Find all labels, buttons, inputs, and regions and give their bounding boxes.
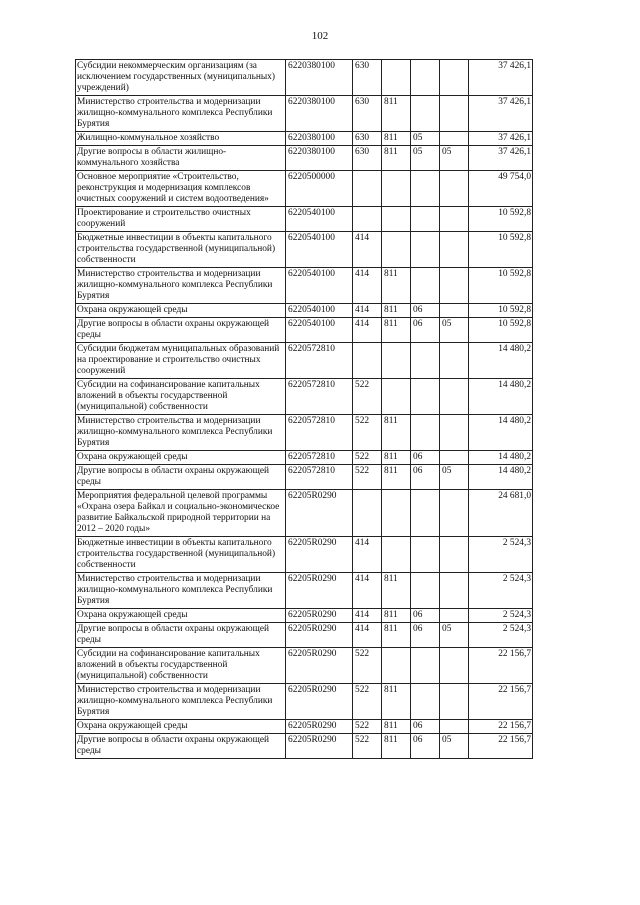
table-row: [76, 96, 533, 132]
section-cell: [411, 232, 440, 268]
target-article-cell: 62205R0290: [286, 720, 353, 734]
budget-manager-cell: [382, 537, 411, 573]
expense-type-cell: 414: [353, 268, 382, 304]
budget-manager-cell: 811: [382, 415, 411, 451]
budget-manager-cell: [382, 379, 411, 415]
budget-manager-cell: 811: [382, 465, 411, 490]
target-article-cell: 6220540100: [286, 268, 353, 304]
budget-manager-cell: 811: [382, 304, 411, 318]
subsection-cell: [440, 304, 469, 318]
target-article-cell: 6220540100: [286, 232, 353, 268]
table-row: [76, 232, 533, 268]
amount-cell: 37 426,1: [469, 132, 533, 146]
expense-type-cell: [353, 343, 382, 379]
expense-type-cell: 414: [353, 609, 382, 623]
row-name-cell: Субсидии на софинансирование капитальных вложений в объекты государственной (муниципальной) собственности: [76, 379, 286, 415]
table-row: [76, 573, 533, 609]
section-cell: [411, 684, 440, 720]
expense-type-cell: 522: [353, 684, 382, 720]
section-cell: [411, 537, 440, 573]
expense-type-cell: 630: [353, 60, 382, 96]
budget-manager-cell: [382, 490, 411, 537]
amount-cell: 10 592,8: [469, 207, 533, 232]
target-article-cell: 6220380100: [286, 60, 353, 96]
amount-cell: 14 480,2: [469, 451, 533, 465]
row-name-cell: Охрана окружающей среды: [76, 720, 286, 734]
row-name-cell: Охрана окружающей среды: [76, 609, 286, 623]
subsection-cell: [440, 720, 469, 734]
budget-manager-cell: 811: [382, 318, 411, 343]
target-article-cell: 62205R0290: [286, 734, 353, 759]
amount-cell: 24 681,0: [469, 490, 533, 537]
subsection-cell: [440, 648, 469, 684]
budget-manager-cell: 811: [382, 96, 411, 132]
expense-type-cell: 522: [353, 415, 382, 451]
section-cell: [411, 60, 440, 96]
row-name-cell: Министерство строительства и модернизации жилищно-коммунального комплекса Республики Бурятия: [76, 415, 286, 451]
budget-manager-cell: [382, 648, 411, 684]
table-row: [76, 537, 533, 573]
expense-type-cell: [353, 207, 382, 232]
amount-cell: 10 592,8: [469, 268, 533, 304]
target-article-cell: 62205R0290: [286, 573, 353, 609]
subsection-cell: [440, 132, 469, 146]
expense-type-cell: 522: [353, 379, 382, 415]
budget-manager-cell: [382, 171, 411, 207]
amount-cell: 2 524,3: [469, 609, 533, 623]
budget-manager-cell: [382, 343, 411, 379]
table-row: [76, 490, 533, 537]
budget-manager-cell: [382, 207, 411, 232]
section-cell: [411, 171, 440, 207]
section-cell: [411, 415, 440, 451]
amount-cell: 2 524,3: [469, 537, 533, 573]
section-cell: [411, 648, 440, 684]
target-article-cell: 62205R0290: [286, 684, 353, 720]
section-cell: 05: [411, 146, 440, 171]
section-cell: [411, 573, 440, 609]
section-cell: 06: [411, 720, 440, 734]
subsection-cell: [440, 268, 469, 304]
target-article-cell: 6220572810: [286, 451, 353, 465]
amount-cell: 14 480,2: [469, 379, 533, 415]
row-name-cell: Министерство строительства и модернизации жилищно-коммунального комплекса Республики Бурятия: [76, 573, 286, 609]
subsection-cell: [440, 684, 469, 720]
expense-type-cell: 522: [353, 465, 382, 490]
subsection-cell: [440, 490, 469, 537]
amount-cell: 14 480,2: [469, 415, 533, 451]
table-row: [76, 648, 533, 684]
subsection-cell: [440, 96, 469, 132]
row-name-cell: Мероприятия федеральной целевой программы «Охрана озера Байкал и социально-экономическое развитие Байкальской природной территории на 2012 – 2020 годы»: [76, 490, 286, 537]
section-cell: [411, 207, 440, 232]
amount-cell: 10 592,8: [469, 304, 533, 318]
amount-cell: 14 480,2: [469, 465, 533, 490]
budget-manager-cell: 811: [382, 573, 411, 609]
section-cell: 06: [411, 734, 440, 759]
target-article-cell: 62205R0290: [286, 490, 353, 537]
section-cell: 06: [411, 318, 440, 343]
budget-manager-cell: 811: [382, 623, 411, 648]
table-row: [76, 60, 533, 96]
budget-manager-cell: [382, 60, 411, 96]
row-name-cell: Субсидии на софинансирование капитальных вложений в объекты государственной (муниципальной) собственности: [76, 648, 286, 684]
table-row: [76, 304, 533, 318]
subsection-cell: 05: [440, 146, 469, 171]
target-article-cell: 62205R0290: [286, 648, 353, 684]
row-name-cell: Министерство строительства и модернизации жилищно-коммунального комплекса Республики Бурятия: [76, 268, 286, 304]
table-row: [76, 132, 533, 146]
budget-manager-cell: 811: [382, 684, 411, 720]
row-name-cell: Проектирование и строительство очистных сооружений: [76, 207, 286, 232]
table-row: [76, 623, 533, 648]
amount-cell: 2 524,3: [469, 623, 533, 648]
budget-manager-cell: 811: [382, 609, 411, 623]
target-article-cell: 62205R0290: [286, 609, 353, 623]
amount-cell: 37 426,1: [469, 60, 533, 96]
section-cell: [411, 96, 440, 132]
amount-cell: 22 156,7: [469, 734, 533, 759]
expense-type-cell: 414: [353, 232, 382, 268]
target-article-cell: 6220540100: [286, 304, 353, 318]
subsection-cell: [440, 232, 469, 268]
target-article-cell: 6220572810: [286, 343, 353, 379]
section-cell: [411, 343, 440, 379]
target-article-cell: 6220540100: [286, 318, 353, 343]
section-cell: 05: [411, 132, 440, 146]
row-name-cell: Другие вопросы в области охраны окружающей среды: [76, 318, 286, 343]
row-name-cell: Другие вопросы в области жилищно-коммунального хозяйства: [76, 146, 286, 171]
expense-type-cell: 414: [353, 537, 382, 573]
expense-type-cell: 414: [353, 623, 382, 648]
target-article-cell: 62205R0290: [286, 623, 353, 648]
subsection-cell: 05: [440, 734, 469, 759]
table-row: [76, 268, 533, 304]
table-row: [76, 318, 533, 343]
budget-table: [75, 59, 533, 759]
subsection-cell: 05: [440, 318, 469, 343]
subsection-cell: 05: [440, 465, 469, 490]
budget-manager-cell: 811: [382, 451, 411, 465]
section-cell: 06: [411, 623, 440, 648]
row-name-cell: Охрана окружающей среды: [76, 451, 286, 465]
budget-manager-cell: 811: [382, 146, 411, 171]
target-article-cell: 6220500000: [286, 171, 353, 207]
subsection-cell: [440, 60, 469, 96]
row-name-cell: Бюджетные инвестиции в объекты капитального строительства государственной (муниципальной) собственности: [76, 537, 286, 573]
subsection-cell: [440, 451, 469, 465]
row-name-cell: Другие вопросы в области охраны окружающей среды: [76, 623, 286, 648]
table-row: [76, 171, 533, 207]
section-cell: [411, 379, 440, 415]
budget-table-body: [76, 60, 533, 759]
row-name-cell: Основное мероприятие «Строительство, реконструкция и модернизация комплексов очистных сооружений и систем водоотведения»: [76, 171, 286, 207]
subsection-cell: 05: [440, 623, 469, 648]
budget-manager-cell: 811: [382, 734, 411, 759]
section-cell: 06: [411, 451, 440, 465]
expense-type-cell: 630: [353, 132, 382, 146]
table-row: [76, 415, 533, 451]
row-name-cell: Министерство строительства и модернизации жилищно-коммунального комплекса Республики Бурятия: [76, 684, 286, 720]
table-row: [76, 343, 533, 379]
expense-type-cell: [353, 490, 382, 537]
row-name-cell: Субсидии бюджетам муниципальных образований на проектирование и строительство очистных сооружений: [76, 343, 286, 379]
expense-type-cell: [353, 171, 382, 207]
amount-cell: 22 156,7: [469, 684, 533, 720]
section-cell: 06: [411, 304, 440, 318]
expense-type-cell: 630: [353, 146, 382, 171]
page-number: 102: [311, 30, 329, 42]
table-row: [76, 146, 533, 171]
budget-manager-cell: 811: [382, 268, 411, 304]
target-article-cell: 62205R0290: [286, 537, 353, 573]
budget-manager-cell: 811: [382, 720, 411, 734]
table-row: [76, 720, 533, 734]
target-article-cell: 6220380100: [286, 146, 353, 171]
target-article-cell: 6220380100: [286, 96, 353, 132]
amount-cell: 10 592,8: [469, 232, 533, 268]
subsection-cell: [440, 609, 469, 623]
expense-type-cell: 522: [353, 451, 382, 465]
subsection-cell: [440, 573, 469, 609]
row-name-cell: Другие вопросы в области охраны окружающей среды: [76, 734, 286, 759]
row-name-cell: Охрана окружающей среды: [76, 304, 286, 318]
amount-cell: 10 592,8: [469, 318, 533, 343]
amount-cell: 22 156,7: [469, 648, 533, 684]
subsection-cell: [440, 343, 469, 379]
amount-cell: 2 524,3: [469, 573, 533, 609]
target-article-cell: 6220572810: [286, 415, 353, 451]
table-row: [76, 451, 533, 465]
subsection-cell: [440, 379, 469, 415]
section-cell: [411, 268, 440, 304]
table-row: [76, 207, 533, 232]
row-name-cell: Министерство строительства и модернизации жилищно-коммунального комплекса Республики Бурятия: [76, 96, 286, 132]
subsection-cell: [440, 537, 469, 573]
budget-manager-cell: 811: [382, 132, 411, 146]
table-row: [76, 609, 533, 623]
subsection-cell: [440, 207, 469, 232]
target-article-cell: 6220380100: [286, 132, 353, 146]
section-cell: 06: [411, 465, 440, 490]
amount-cell: 22 156,7: [469, 720, 533, 734]
amount-cell: 49 754,0: [469, 171, 533, 207]
expense-type-cell: 414: [353, 304, 382, 318]
target-article-cell: 6220572810: [286, 465, 353, 490]
target-article-cell: 6220572810: [286, 379, 353, 415]
expense-type-cell: 522: [353, 734, 382, 759]
expense-type-cell: 522: [353, 720, 382, 734]
section-cell: [411, 490, 440, 537]
row-name-cell: Субсидии некоммерческим организациям (за исключением государственных (муниципальных) учреждений): [76, 60, 286, 96]
section-cell: 06: [411, 609, 440, 623]
expense-type-cell: 414: [353, 573, 382, 609]
expense-type-cell: 522: [353, 648, 382, 684]
subsection-cell: [440, 171, 469, 207]
expense-type-cell: 414: [353, 318, 382, 343]
table-row: [76, 465, 533, 490]
amount-cell: 37 426,1: [469, 146, 533, 171]
row-name-cell: Жилищно-коммунальное хозяйство: [76, 132, 286, 146]
budget-manager-cell: [382, 232, 411, 268]
amount-cell: 14 480,2: [469, 343, 533, 379]
row-name-cell: Бюджетные инвестиции в объекты капитального строительства государственной (муниципальной) собственности: [76, 232, 286, 268]
subsection-cell: [440, 415, 469, 451]
table-row: [76, 684, 533, 720]
table-row: [76, 734, 533, 759]
row-name-cell: Другие вопросы в области охраны окружающей среды: [76, 465, 286, 490]
expense-type-cell: 630: [353, 96, 382, 132]
target-article-cell: 6220540100: [286, 207, 353, 232]
table-row: [76, 379, 533, 415]
amount-cell: 37 426,1: [469, 96, 533, 132]
